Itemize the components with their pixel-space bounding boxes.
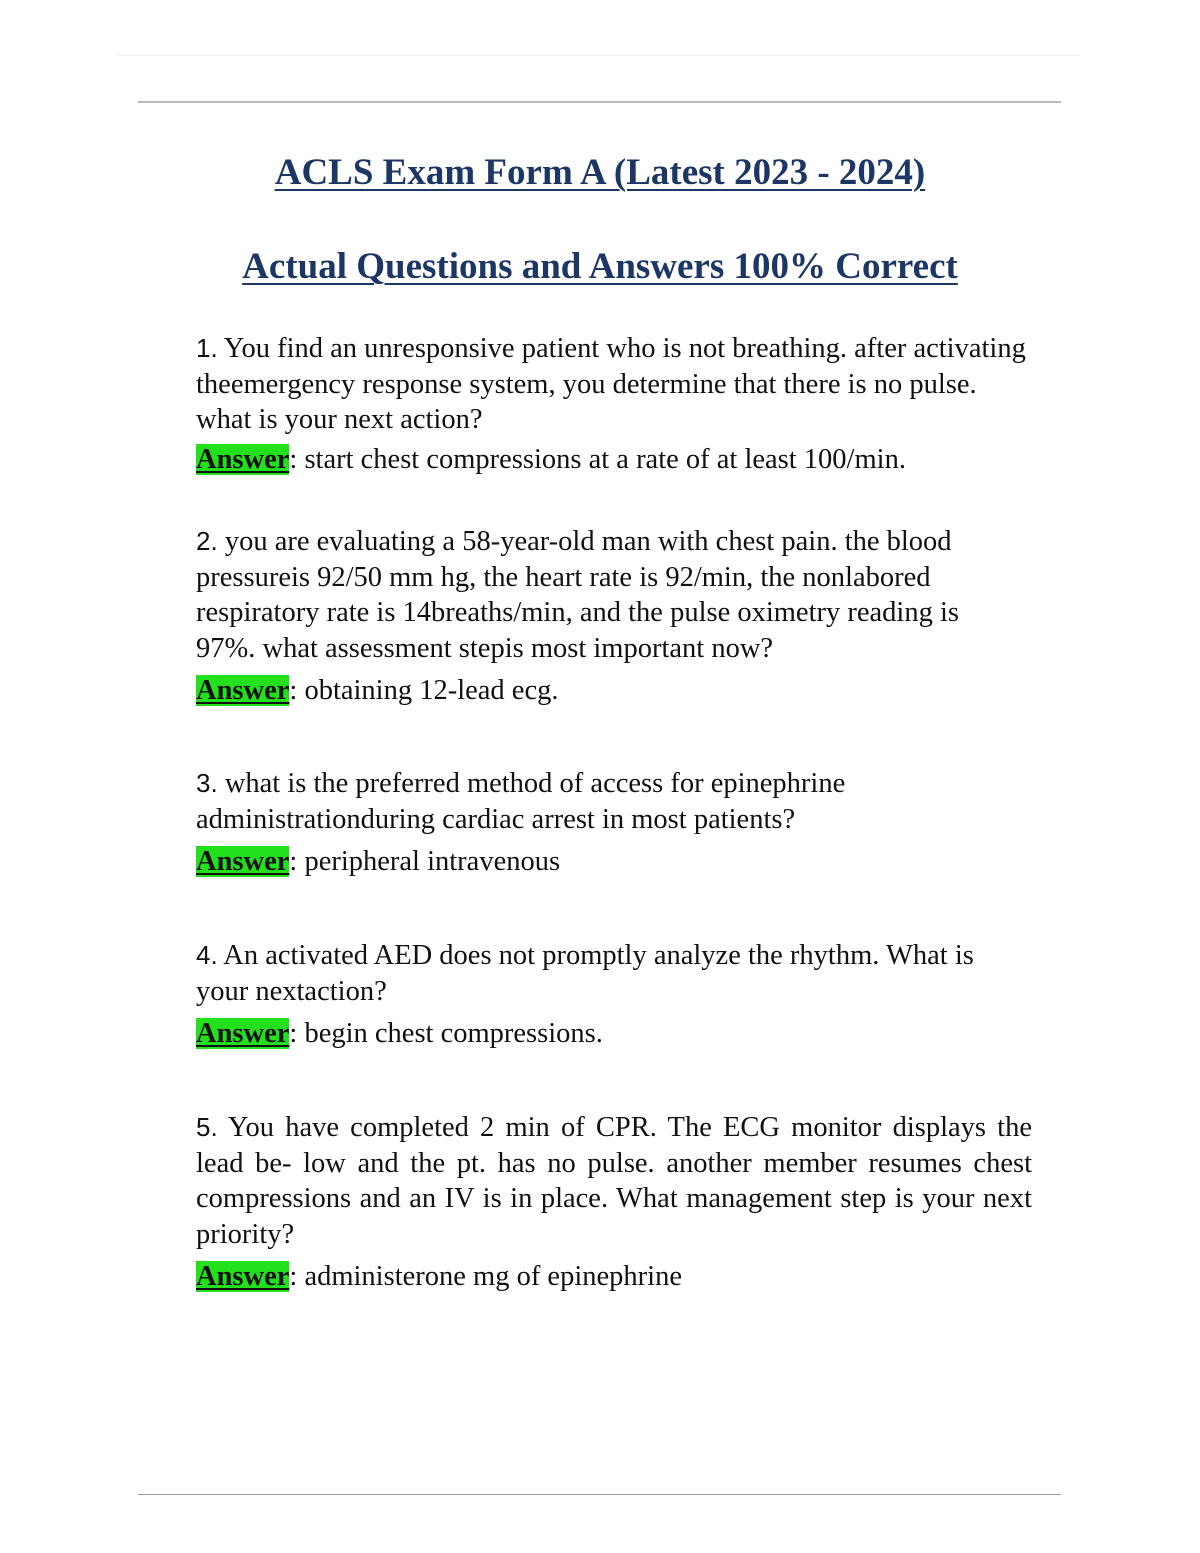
answer-text: : administerone mg of epinephrine bbox=[289, 1261, 682, 1292]
answer-text: : obtaining 12-lead ecg. bbox=[289, 675, 559, 706]
question-3 bbox=[196, 766, 916, 837]
answer-label: Answer bbox=[196, 1261, 290, 1292]
document-subtitle: Actual Questions and Answers 100% Correct bbox=[242, 246, 958, 287]
answer-text: : begin chest compressions. bbox=[289, 1018, 603, 1049]
footer-rule bbox=[138, 1494, 1061, 1495]
answer-text: : peripheral intravenous bbox=[289, 846, 561, 877]
answer-text: : start chest compressions at a rate of at least 100/min. bbox=[289, 443, 906, 475]
answer-label: Answer bbox=[196, 1018, 290, 1049]
question-number: 1. bbox=[196, 333, 218, 363]
question-text: you are evaluating a 58-year-old man with chest pain. the blood pressureis 92/50 mm hg, the heart rate is 92/min, the nonlabored respiratory rate is 14breaths/min, and the pulse oximetry reading is 97%. what assessment stepis most important now? bbox=[196, 526, 959, 664]
question-number: 2. bbox=[196, 526, 218, 556]
qa-item-5 bbox=[196, 1110, 1032, 1295]
question-number: 3. bbox=[196, 768, 218, 798]
document-title: ACLS Exam Form A (Latest 2023 - 2024) bbox=[274, 152, 926, 193]
answer-label: Answer bbox=[196, 846, 290, 877]
question-text: You have completed 2 min of CPR. The ECG monitor displays the lead be- low and the pt. has no pulse. another member resumes chest compressions and an IV is in place. What management step is your next priority? bbox=[196, 1112, 1033, 1250]
question-text: You find an unresponsive patient who is not breathing. after activating theemergency response system, you determine that there is no pulse. what is your next action? bbox=[196, 333, 1026, 435]
qa-item-1 bbox=[196, 331, 1026, 477]
question-4 bbox=[196, 938, 1026, 1009]
answer-3 bbox=[196, 844, 916, 880]
answer-4 bbox=[196, 1016, 1026, 1052]
question-number: 5. bbox=[196, 1112, 218, 1142]
question-text: An activated AED does not promptly analyze the rhythm. What is your nextaction? bbox=[196, 940, 974, 1007]
page-top-edge bbox=[118, 55, 1080, 56]
answer-5 bbox=[196, 1259, 1032, 1295]
qa-item-2 bbox=[196, 524, 1021, 709]
question-1 bbox=[196, 331, 1026, 438]
question-text: what is the preferred method of access for epinephrine administrationduring cardiac arrest in most patients? bbox=[196, 768, 846, 835]
answer-label: Answer bbox=[196, 675, 290, 706]
question-2 bbox=[196, 524, 1021, 666]
answer-2 bbox=[196, 673, 1021, 709]
question-number: 4. bbox=[196, 940, 218, 970]
header-rule bbox=[138, 101, 1061, 103]
qa-item-3 bbox=[196, 766, 916, 880]
question-5 bbox=[196, 1110, 1032, 1252]
qa-item-4 bbox=[196, 938, 1026, 1052]
answer-label: Answer bbox=[196, 443, 290, 475]
answer-1 bbox=[196, 442, 1026, 478]
